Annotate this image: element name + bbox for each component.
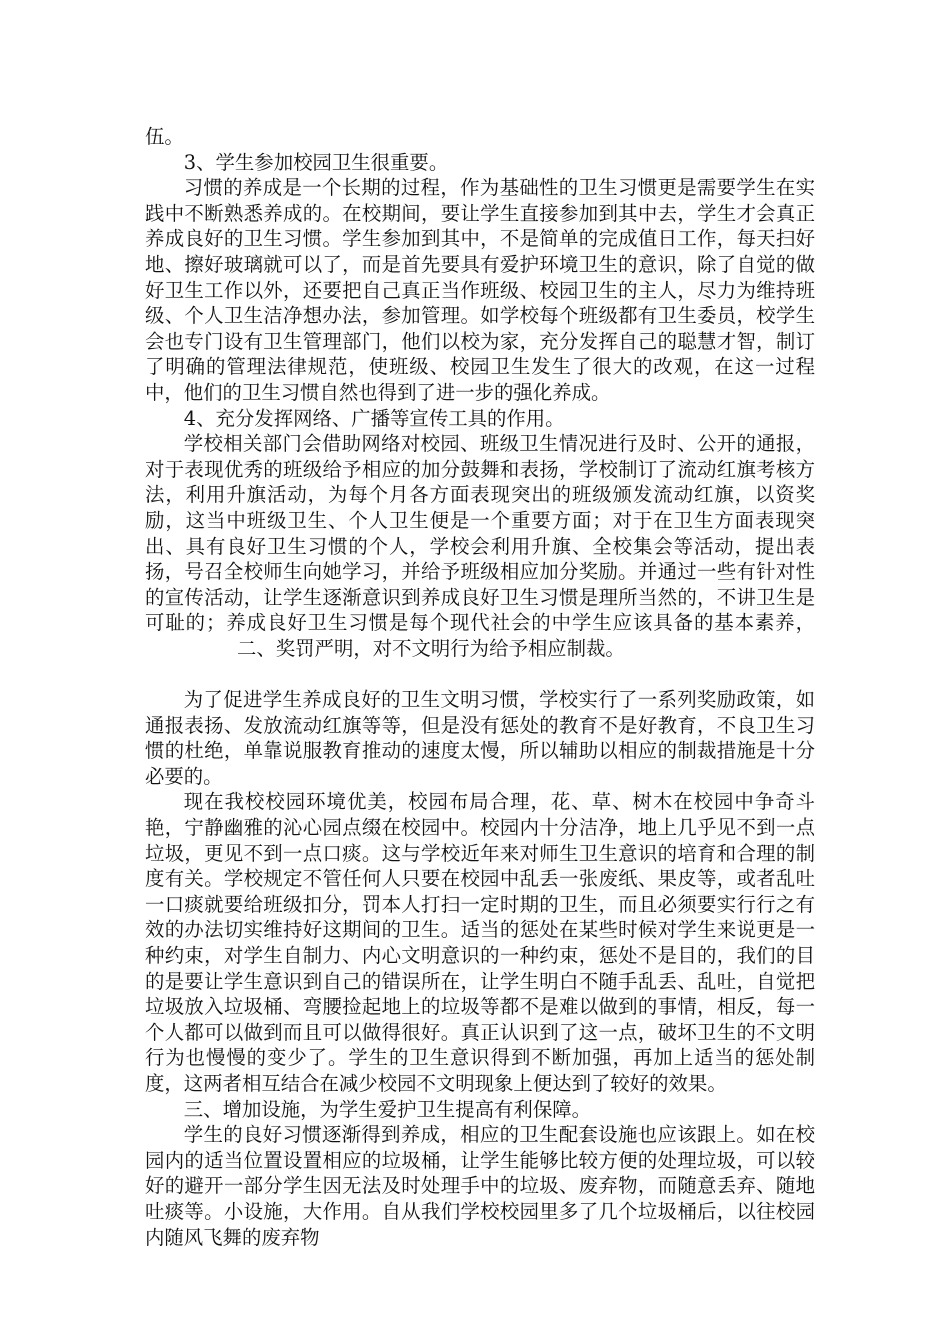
section-heading-rewards-penalties: 二、奖罚严明，对不文明行为给予相应制裁。: [237, 636, 625, 660]
paragraph-facilities: 学生的良好习惯逐渐得到养成，相应的卫生配套设施也应该跟上。如在校园内的适当位置设置相应的垃圾桶，让学生能够比较方便的处理垃圾，可以较好的避开一部分学生因无法及时处理手中的垃圾、废弃物，而随意丢弃、随地吐痰等。小设施，大作用。自从我们学校校园里多了几个垃圾桶后，以往校园内随风飞舞的废弃物: [145, 1123, 815, 1249]
paragraph-publicity: [145, 431, 815, 661]
section-heading-facilities: 三、增加设施，为学生爱护卫生提高有利保障。: [183, 1097, 591, 1121]
document-page: [145, 124, 815, 1250]
paragraph-habit-formation: 习惯的养成是一个长期的过程，作为基础性的卫生习惯更是需要学生在实践中不断熟悉养成的。在校期间，要让学生直接参加到其中去，学生才会真正养成良好的卫生习惯。学生参加到其中，不是简单的完成值日工作，每天扫好地、擦好玻璃就可以了，而是首先要具有爱护环境卫生的意识，除了自觉的做好卫生工作以外，还要把自己真正当作班级、校园卫生的主人，尽力为维持班级、个人卫生洁净想办法，参加管理。如学校每个班级都有卫生委员，校学生会也专门设有卫生管理部门，他们以校为家，充分发挥自己的聪慧才智，制订了明确的管理法律规范，使班级、校园卫生发生了很大的改观，在这一过程中，他们的卫生习惯自然也得到了进一步的强化养成。: [145, 176, 815, 404]
paragraph-reward-policy: 为了促进学生养成良好的卫生文明习惯，学校实行了一系列奖励政策，如通报表扬、发放流动红旗等等，但是没有惩处的教育不是好教育，不良卫生习惯的杜绝，单靠说服教育推动的速度太慢，所以辅助以相应的制裁措施是十分必要的。: [145, 688, 815, 788]
section-heading-4: 4、充分发挥网络、广播等宣传工具的作用。: [183, 406, 565, 430]
paragraph-publicity-text: 学校相关部门会借助网络对校园、班级卫生情况进行及时、公开的通报，对于表现优秀的班级给予相应的加分鼓舞和表扬，学校制订了流动红旗考核方法，利用升旗活动，为每个月各方面表现突出的班级颁发流动红旗，以资奖励，这当中班级卫生、个人卫生便是一个重要方面；对于在卫生方面表现突出、具有良好卫生习惯的个人，学校会利用升旗、全校集会等活动，提出表扬，号召全校师生向她学习，并给予班级相应加分奖励。并通过一些有针对性的宣传活动，让学生逐渐意识到养成良好卫生习惯是理所当然的，不讲卫生是可耻的；养成良好卫生习惯是每个现代社会的中学生应该具备的基本素养，: [145, 432, 815, 635]
paragraph-continuation: 伍。: [145, 125, 184, 148]
blank-line: [145, 661, 815, 687]
paragraph-campus-environment: 现在我校校园环境优美，校园布局合理，花、草、树木在校园中争奇斗艳，宁静幽雅的沁心园点缀在校园中。校园内十分洁净，地上几乎见不到一点垃圾，更见不到一点口痰。这与学校近年来对师生卫生意识的培育和合理的制度有关。学校规定不管任何人只要在校园中乱丢一张废纸、果皮等，或者乱吐一口痰就要给班级扣分，罚本人打扫一定时期的卫生，而且必须要实行行之有效的办法切实维持好这期间的卫生。适当的惩处在某些时候对学生来说更是一种约束，对学生自制力、内心文明意识的一种约束，惩处不是目的，我们的目的是要让学生意识到自己的错误所在，让学生明白不随手乱丢、乱吐，自觉把垃圾放入垃圾桶、弯腰捡起地上的垃圾等都不是难以做到的事情，相反，每一个人都可以做到而且可以做得很好。真正认识到了这一点，破坏卫生的不文明行为也慢慢的变少了。学生的卫生意识得到不断加强，再加上适当的惩处制度，这两者相互结合在减少校园不文明现象上便达到了较好的效果。: [145, 790, 815, 1095]
section-heading-3: 3、学生参加校园卫生很重要。: [183, 150, 449, 174]
